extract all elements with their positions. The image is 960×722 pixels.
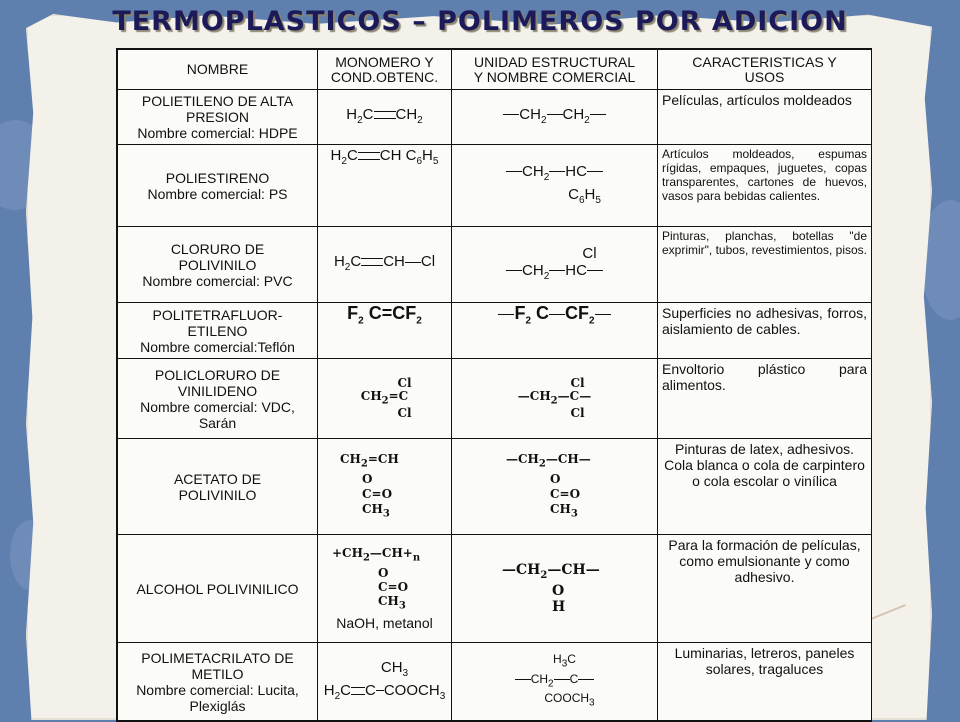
structural-unit: Cl $—CH_2—C—$ Cl [452,359,658,439]
structural-unit: $—CH_2—CH—$ O H [452,535,658,643]
table-row [118,439,872,535]
page-title: TERMOPLASTICOS – POLIMEROS POR ADICION [112,6,848,37]
table-row [118,535,872,643]
reaction-conditions: NaOH, metanol [336,614,433,631]
polymer-uses: Pinturas de latex, adhesivos. Cola blanca o cola de carpintero o cola escolar o vinílica [658,439,872,535]
monomer-formula: $H_2C$ CH Cl [318,227,452,303]
structural-unit: $CH_2$ HC $C_6H_5$ [452,145,658,227]
structural-unit: $CH_2$ $CH_2$ [452,90,658,145]
table-row [118,643,872,721]
polymer-name: POLIMETACRILATO DE METILO Nombre comercial: Lucita, Plexiglás [118,643,318,721]
table-row [118,359,872,439]
polymer-uses: Superficies no adhesivas, forros, aislamiento de cables. [658,303,872,359]
polymer-uses: Para la formación de películas, como emulsionante y como adhesivo. [658,535,872,643]
monomer-formula: $CH_2=CH$ O C=O $CH_3$ [318,439,452,535]
monomer-formula: $CH_3$ $H_2C$ C $COOCH_3$ [318,643,452,721]
polymer-name: ALCOHOL POLIVINILICO [118,535,318,643]
header-monomer: MONOMERO Y COND.OBTENC. [318,50,452,90]
polymer-name: POLICLORURO DE VINILIDENO Nombre comercial: VDC, Sarán [118,359,318,439]
structural-unit: Cl $CH_2$ HC [452,227,658,303]
monomer-formula: $F_2$ $C=CF_2$ [318,303,452,359]
table-row [118,303,872,359]
polymer-name: POLITETRAFLUOR- ETILENO Nombre comercial:Teflón [118,303,318,359]
monomer-formula: $H_2C$ CH $C_6H_5$ [318,145,452,227]
table-row [118,90,872,145]
monomer-formula: $H_2C$ $CH_2$ [318,90,452,145]
polymer-uses: Envoltorio plástico para alimentos. [658,359,872,439]
header-unit: UNIDAD ESTRUCTURAL Y NOMBRE COMERCIAL [452,50,658,90]
header-name: NOMBRE [118,50,318,90]
polymer-name: ACETATO DE POLIVINILO [118,439,318,535]
polymer-uses: Pinturas, planchas, botellas "de exprimir", tubos, revestimientos, pisos. [658,227,872,303]
polymers-table [116,48,872,722]
polymer-uses: Luminarias, letreros, paneles solares, tragaluces [658,643,872,721]
polymer-uses: Artículos moldeados, espumas rígidas, empaques, juguetes, copas transparentes, cartones de huevos, vasos para bebidas calientes. [658,145,872,227]
polymer-name: CLORURO DE POLIVINILO Nombre comercial: PVC [118,227,318,303]
monomer-formula: Cl $CH_2=C$ Cl [318,359,452,439]
table-header-row [118,50,872,90]
table-row [118,145,872,227]
header-uses: CARACTERISTICAS Y USOS [658,50,872,90]
table-row [118,227,872,303]
structural-unit: $H_3C$ $CH_2$ C $COOCH_3$ [452,643,658,721]
polymer-uses: Películas, artículos moldeados [658,90,872,145]
polymer-name: POLIETILENO DE ALTA PRESION Nombre comercial: HDPE [118,90,318,145]
structural-unit: $—CH_2—CH—$ O C=O $CH_3$ [452,439,658,535]
polymer-name: POLIESTIRENO Nombre comercial: PS [118,145,318,227]
monomer-formula: $+CH_2—CH+_n$ O C=O $CH_3$ NaOH, metanol [318,535,452,643]
structural-unit: $F_2$ C $CF_2$ [452,303,658,359]
